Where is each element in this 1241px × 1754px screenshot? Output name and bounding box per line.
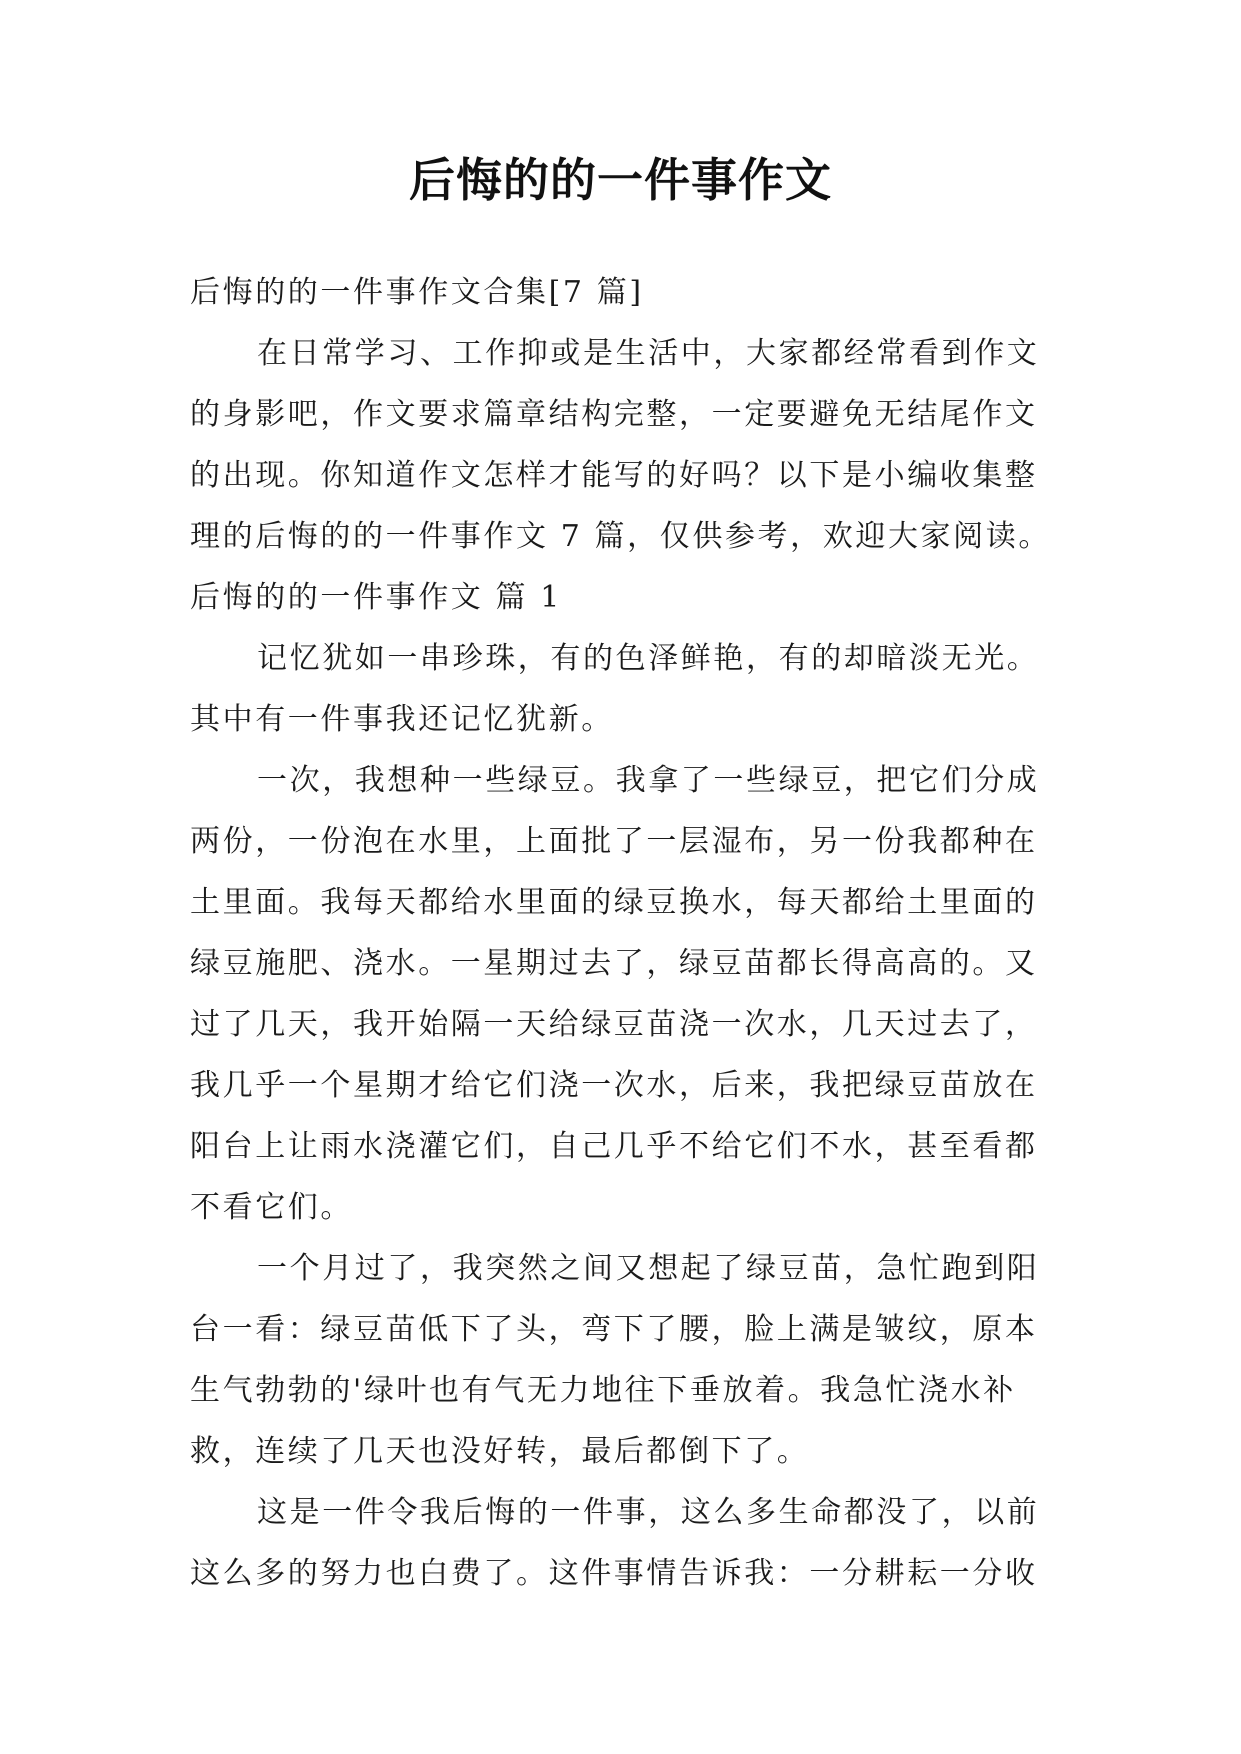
paragraph-line: 我几乎一个星期才给它们浇一次水，后来，我把绿豆苗放在 [190,1068,1038,1103]
intro-paragraph-line: 的出现。你知道作文怎样才能写的好吗？以下是小编收集整 [190,458,1038,493]
paragraph-line: 这么多的努力也白费了。这件事情告诉我：一分耕耘一分收 [190,1556,1038,1591]
paragraph-line: 土里面。我每天都给水里面的绿豆换水，每天都给土里面的 [190,885,1038,920]
paragraph-line: 绿豆施肥、浇水。一星期过去了，绿豆苗都长得高高的。又 [190,946,1038,981]
collection-heading: 后悔的的一件事作文合集[7 篇] [190,275,644,310]
intro-paragraph-line: 理的后悔的的一件事作文 7 篇，仅供参考，欢迎大家阅读。 [190,519,1051,554]
document-body [190,262,1058,1604]
section-heading: 后悔的的一件事作文 篇 1 [190,580,562,615]
paragraph-line: 救，连续了几天也没好转，最后都倒下了。 [190,1434,810,1469]
paragraph-line: 不看它们。 [190,1190,353,1225]
paragraph-line: 台一看：绿豆苗低下了头，弯下了腰，脸上满是皱纹，原本 [190,1312,1038,1347]
intro-paragraph-line: 的身影吧，作文要求篇章结构完整，一定要避免无结尾作文 [190,397,1038,432]
paragraph-line: 这是一件令我后悔的一件事，这么多生命都没了，以前 [257,1495,1040,1530]
paragraph-line: 两份，一份泡在水里，上面批了一层湿布，另一份我都种在 [190,824,1038,859]
paragraph-line: 过了几天，我开始隔一天给绿豆苗浇一次水，几天过去了， [190,1007,1038,1042]
paragraph-line: 生气勃勃的'绿叶也有气无力地往下垂放着。我急忙浇水补 [190,1373,1016,1408]
document-title: 后悔的的一件事作文 [409,153,832,207]
paragraph-line: 一个月过了，我突然之间又想起了绿豆苗，急忙跑到阳 [257,1251,1040,1286]
paragraph-line: 记忆犹如一串珍珠，有的色泽鲜艳，有的却暗淡无光。 [257,641,1040,676]
intro-paragraph-line: 在日常学习、工作抑或是生活中，大家都经常看到作文 [257,336,1040,371]
paragraph-line: 阳台上让雨水浇灌它们，自己几乎不给它们不水，甚至看都 [190,1129,1038,1164]
paragraph-line: 其中有一件事我还记忆犹新。 [190,702,614,737]
paragraph-line: 一次，我想种一些绿豆。我拿了一些绿豆，把它们分成 [257,763,1040,798]
